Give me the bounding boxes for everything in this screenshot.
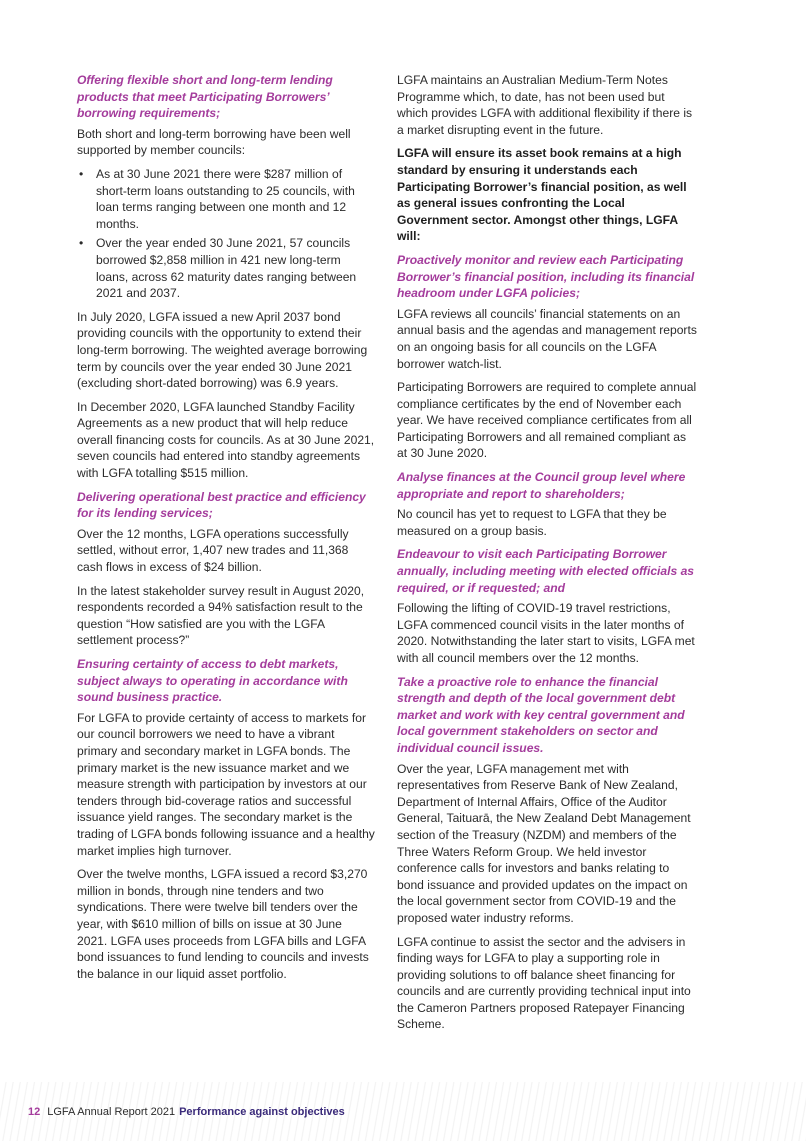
- heading-proactive-role: Take a proactive role to enhance the financial strength and depth of the local government debt market and work with key central government and local government stakeholders on sector and individual council issues.: [397, 674, 685, 755]
- heading-monitor-review: Proactively monitor and review each Participating Borrower’s financial position, including its financial headroom under LGFA policies;: [397, 252, 695, 301]
- report-title: LGFA Annual Report 2021: [47, 1106, 176, 1118]
- paragraph: Over the twelve months, LGFA issued a record $3,270 million in bonds, through nine tenders and two syndications. There were twelve bill tenders over the year, with $610 million of bills on issue at 30 June 2021. LGFA uses proceeds from LGFA bills and LGFA bond issuances to fund lending to councils and invests the balance in our liquid asset portfolio.: [77, 867, 369, 981]
- section-title: Performance against objectives: [179, 1106, 345, 1118]
- heading-flexible-lending: Offering flexible short and long-term lending products that meet Participating Borrowers’ borrowing requirements;: [77, 73, 333, 121]
- paragraph: In the latest stakeholder survey result in August 2020, respondents recorded a 94% satisfaction result to the question “How satisfied are you with the LGFA settlement process?”: [77, 583, 365, 648]
- list-item: • As at 30 June 2021 there were $287 million of short-term loans outstanding to 25 councils, with loan terms ranging between one month and 12 months.: [77, 166, 375, 232]
- heading-visit-borrowers: Endeavour to visit each Participating Borrower annually, including meeting with elected officials as required, or if requested; and: [397, 547, 695, 595]
- heading-analyse-finances: Analyse finances at the Council group level where appropriate and report to shareholders;: [397, 470, 686, 501]
- left-column: [77, 72, 375, 989]
- bullet-list: [77, 166, 375, 302]
- paragraph: Over the year, LGFA management met with representatives from Reserve Bank of New Zealand, Department of Internal Affairs, Office of the Auditor General, Taituarā, the New Zealand Debt Management section of the Treasury (NZDM) and members of the Three Waters Reform Group. We held investor conference calls for investors and banks relating to bond issuance and provided updates on the impact on the local government sector from COVID-19 and the proposed water industry reforms.: [397, 761, 691, 925]
- paragraph: LGFA reviews all councils’ financial statements on an annual basis and the agendas and management reports on an ongoing basis for all councils on the LGFA borrower watch-list.: [397, 306, 697, 371]
- paragraph: Over the 12 months, LGFA operations successfully settled, without error, 1,407 new trades and 11,368 cash flows in excess of $24 billion.: [77, 526, 349, 575]
- paragraph: LGFA continue to assist the sector and the advisers in finding ways for LGFA to play a supporting role in providing solutions to off balance sheet financing for councils and are currently providing technical input into the Cameron Partners proposed Ratepayer Financing Scheme.: [397, 934, 691, 1032]
- paragraph: For LGFA to provide certainty of access to markets for our council borrowers we need to have a vibrant primary and secondary market in LGFA bonds. The primary market is the new issuance market and we measure strength with participation by investors at our tenders through bid-coverage ratios and successful issuance yield ranges. The secondary market is the trading of LGFA bonds following issuance and a healthy market implies high turnover.: [77, 710, 375, 858]
- heading-operational-best-practice: Delivering operational best practice and efficiency for its lending services;: [77, 489, 366, 521]
- paragraph: LGFA maintains an Australian Medium-Term Notes Programme which, to date, has not been used but which provides LGFA with additional flexibility if there is a market disrupting event in the future.: [397, 73, 693, 137]
- paragraph: Both short and long-term borrowing have been well supported by member councils:: [77, 126, 351, 158]
- heading-certainty-of-access: Ensuring certainty of access to debt markets, subject always to operating in accordance with sound business practice.: [77, 657, 348, 705]
- paragraph: Participating Borrowers are required to complete annual compliance certificates by the end of November each year. We have received compliance certificates from all Participating Borrowers and all remained compliant as at 30 June 2020.: [397, 380, 697, 461]
- right-column: [397, 72, 697, 1040]
- list-item: • Over the year ended 30 June 2021, 57 councils borrowed $2,858 million in 421 new long-term loans, across 62 maturity dates ranging between 2021 and 2037.: [77, 235, 375, 301]
- page-footer: [28, 1106, 345, 1118]
- paragraph: Following the lifting of COVID-19 travel restrictions, LGFA commenced council visits in the later months of 2020. Notwithstanding the later start to visits, LGFA met with all council members over the 12 months.: [397, 601, 695, 665]
- page-number: 12: [28, 1106, 41, 1118]
- bold-intro: LGFA will ensure its asset book remains at a high standard by ensuring it understands each Participating Borrower’s financial position, as well as general issues confronting the Local Government sector. Amongst other things, LGFA will:: [397, 146, 687, 244]
- paragraph: In July 2020, LGFA issued a new April 2037 bond providing councils with the opportunity to extend their long-term borrowing. The weighted average borrowing term by councils over the year ended 30 June 2021 (excluding short-dated borrowing) was 6.9 years.: [77, 309, 368, 391]
- paragraph: No council has yet to request to LGFA that they be measured on a group basis.: [397, 507, 667, 538]
- paragraph: In December 2020, LGFA launched Standby Facility Agreements as a new product that will help reduce overall financing costs for councils. As at 30 June 2021, seven councils had entered into standby agreements with LGFA totalling $515 million.: [77, 399, 375, 481]
